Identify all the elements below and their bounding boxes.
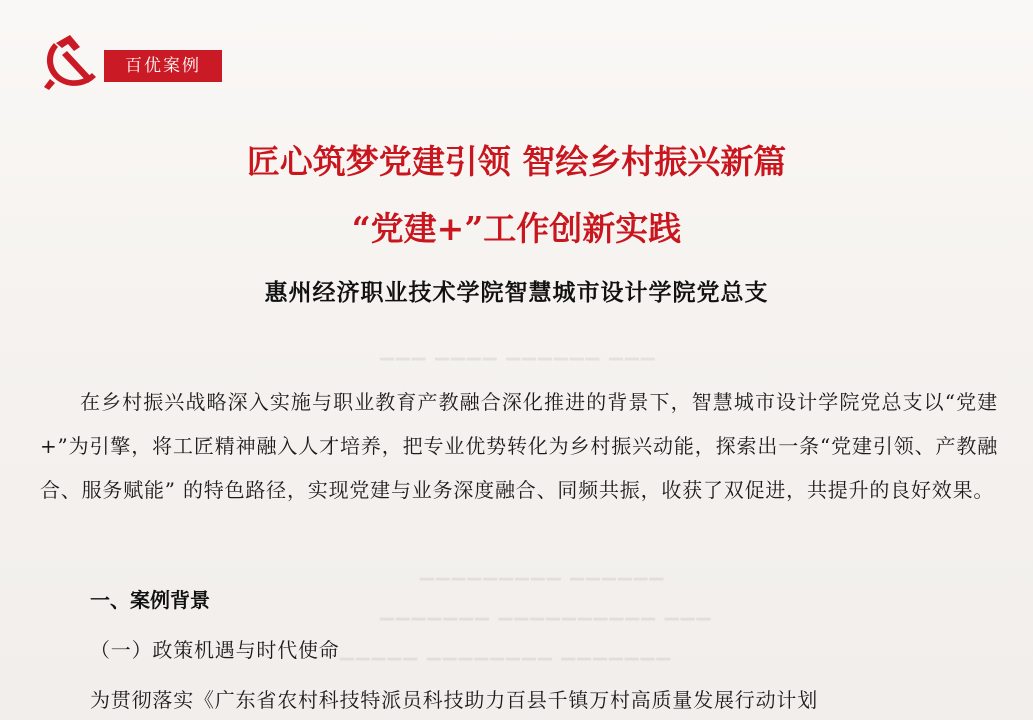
next-paragraph: 为贯彻落实《广东省农村科技特派员科技助力百县千镇万村高质量发展行动计划 — [90, 688, 818, 712]
show-through-mark: ▁▁▁▁▁▁▁▁▁ ▁▁▁▁▁▁ — [420, 560, 666, 581]
section-heading: 一、案例背景 — [90, 588, 210, 612]
page-subtitle: “党建+”工作创新实践 — [351, 209, 682, 248]
show-through-mark: ▁▁▁ ▁▁▁▁ ▁▁▁▁▁▁ ▁▁▁ — [380, 340, 657, 361]
show-through-mark: ▁▁▁▁▁ ▁▁▁▁▁▁▁▁ ▁▁▁▁▁▁▁ — [340, 640, 673, 661]
show-through-mark: ▁▁▁▁▁▁▁ ▁▁▁▁▁▁▁▁▁▁ ▁▁▁ — [380, 600, 713, 621]
page-title: 匠心筑梦党建引领 智绘乡村振兴新篇 — [246, 142, 787, 181]
section-tag: 百优案例 — [104, 50, 222, 82]
hammer-sickle-icon — [40, 33, 104, 91]
intro-paragraph: 在乡村振兴战略深入实施与职业教育产教融合深化推进的背景下，智慧城市设计学院党总支以“党建+”为引擎，将工匠精神融入人才培养，把专业优势转化为乡村振兴动能，探索出一条“党建引领、产教融合、服务赋能” 的特色路径，实现党建与业务深度融合、同频共振，收获了双促进，共提升的良好效果。 — [40, 390, 998, 502]
body-text — [40, 380, 998, 512]
organization-name: 惠州经济职业技术学院智慧城市设计学院党总支 — [264, 279, 769, 306]
subsection-heading: （一）政策机遇与时代使命 — [90, 638, 340, 662]
